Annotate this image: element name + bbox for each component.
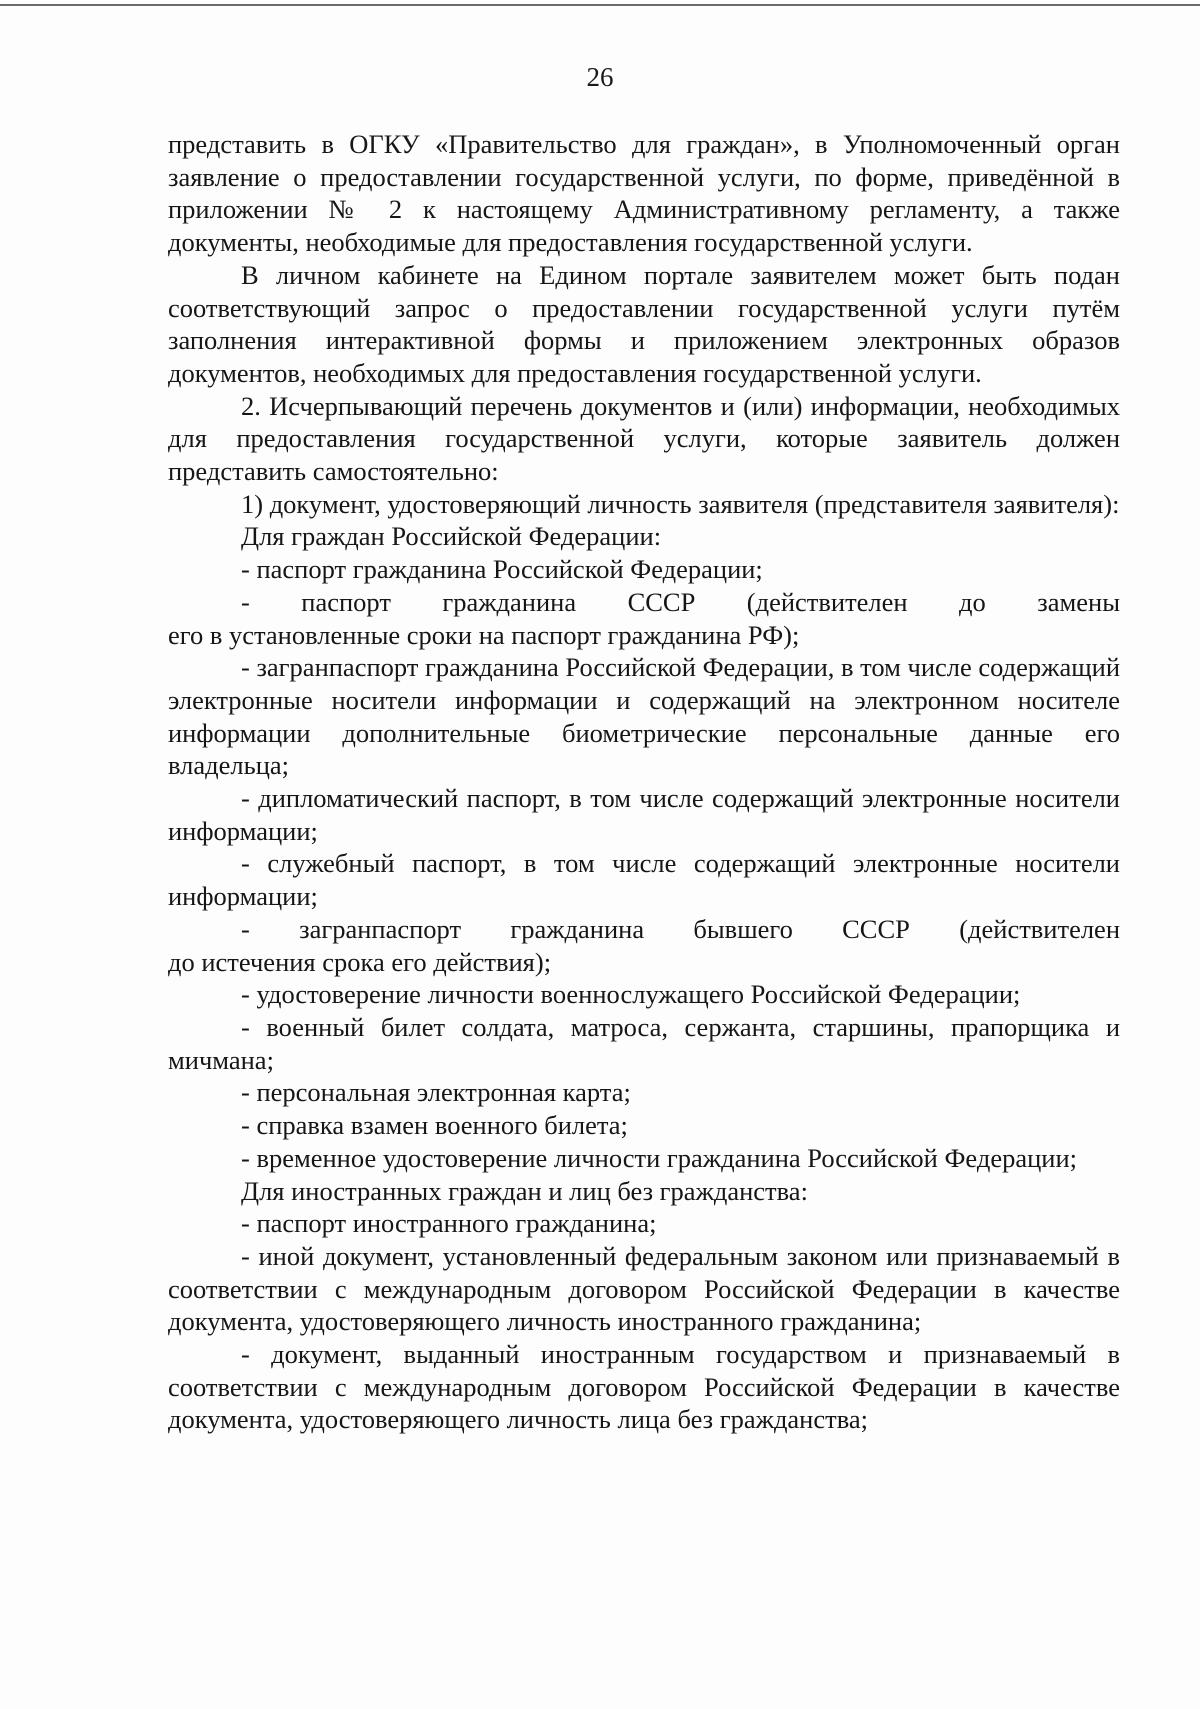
list-item: - загранпаспорт гражданина бывшего СССР (действителен bbox=[241, 913, 1120, 944]
list-item: - иной документ, установленный федеральным законом или признаваемый в соответствии с международным договором Российской Федерации в качестве документа, удостоверяющего личность иностранного гражданина; bbox=[168, 1240, 1120, 1337]
list-item: - паспорт гражданина Российской Федерации; bbox=[241, 554, 763, 585]
list-item: - дипломатический паспорт, в том числе содержащий электронные носители информации; bbox=[168, 783, 1120, 846]
list-item: - паспорт гражданина СССР (действителен до замены bbox=[241, 586, 1120, 617]
list-item-continuation: до истечения срока его действия); bbox=[168, 946, 552, 977]
top-border-line bbox=[0, 4, 1200, 6]
list-item: - служебный паспорт, в том числе содержащий электронные носители информации; bbox=[168, 848, 1120, 912]
page-number: 26 bbox=[586, 62, 614, 92]
paragraph: представить в ОГКУ «Правительство для граждан», в Уполномоченный орган заявление о предоставлении государственной услуги, по форме, приведённой в приложении № 2 к настоящему Административному регламенту, а также документы, необходимые для предоставления государственной услуги. bbox=[168, 129, 1120, 258]
list-item: - военный билет солдата, матроса, сержанта, старшины, прапорщика и мичмана; bbox=[168, 1011, 1120, 1075]
list-item: - временное удостоверение личности гражданина Российской Федерации; bbox=[241, 1142, 1078, 1173]
document-body bbox=[168, 128, 1120, 1436]
list-item: - загранпаспорт гражданина Российской Федерации, в том числе содержащий электронные носители информации и содержащий на электронном носителе информации дополнительные биометрические персональные данные его владельца; bbox=[168, 652, 1120, 781]
paragraph: 2. Исчерпывающий перечень документов и (или) информации, необходимых для предоставления государственной услуги, которые заявитель должен представить самостоятельно: bbox=[168, 390, 1120, 487]
list-item: - удостоверение личности военнослужащего Российской Федерации; bbox=[241, 979, 1021, 1010]
list-item: - справка взамен военного билета; bbox=[241, 1110, 628, 1141]
section-heading: Для иностранных граждан и лиц без гражданства: bbox=[241, 1175, 808, 1206]
paragraph: В личном кабинете на Едином портале заявителем может быть подан соответствующий запрос о предоставлении государственной услуги путём заполнения интерактивной формы и приложением электронных образов документов, необходимых для предоставления государственной услуги. bbox=[168, 259, 1120, 388]
list-item: 1) документ, удостоверяющий личность заявителя (представителя заявителя): bbox=[241, 488, 1120, 519]
section-heading: Для граждан Российской Федерации: bbox=[241, 521, 662, 552]
list-item: - паспорт иностранного гражданина; bbox=[241, 1208, 657, 1239]
list-item: - персональная электронная карта; bbox=[241, 1077, 631, 1108]
list-item: - документ, выданный иностранным государством и признаваемый в соответствии с международным договором Российской Федерации в качестве документа, удостоверяющего личность лица без гражданства; bbox=[168, 1339, 1120, 1435]
list-item-continuation: его в установленные сроки на паспорт гражданина РФ); bbox=[168, 619, 800, 650]
